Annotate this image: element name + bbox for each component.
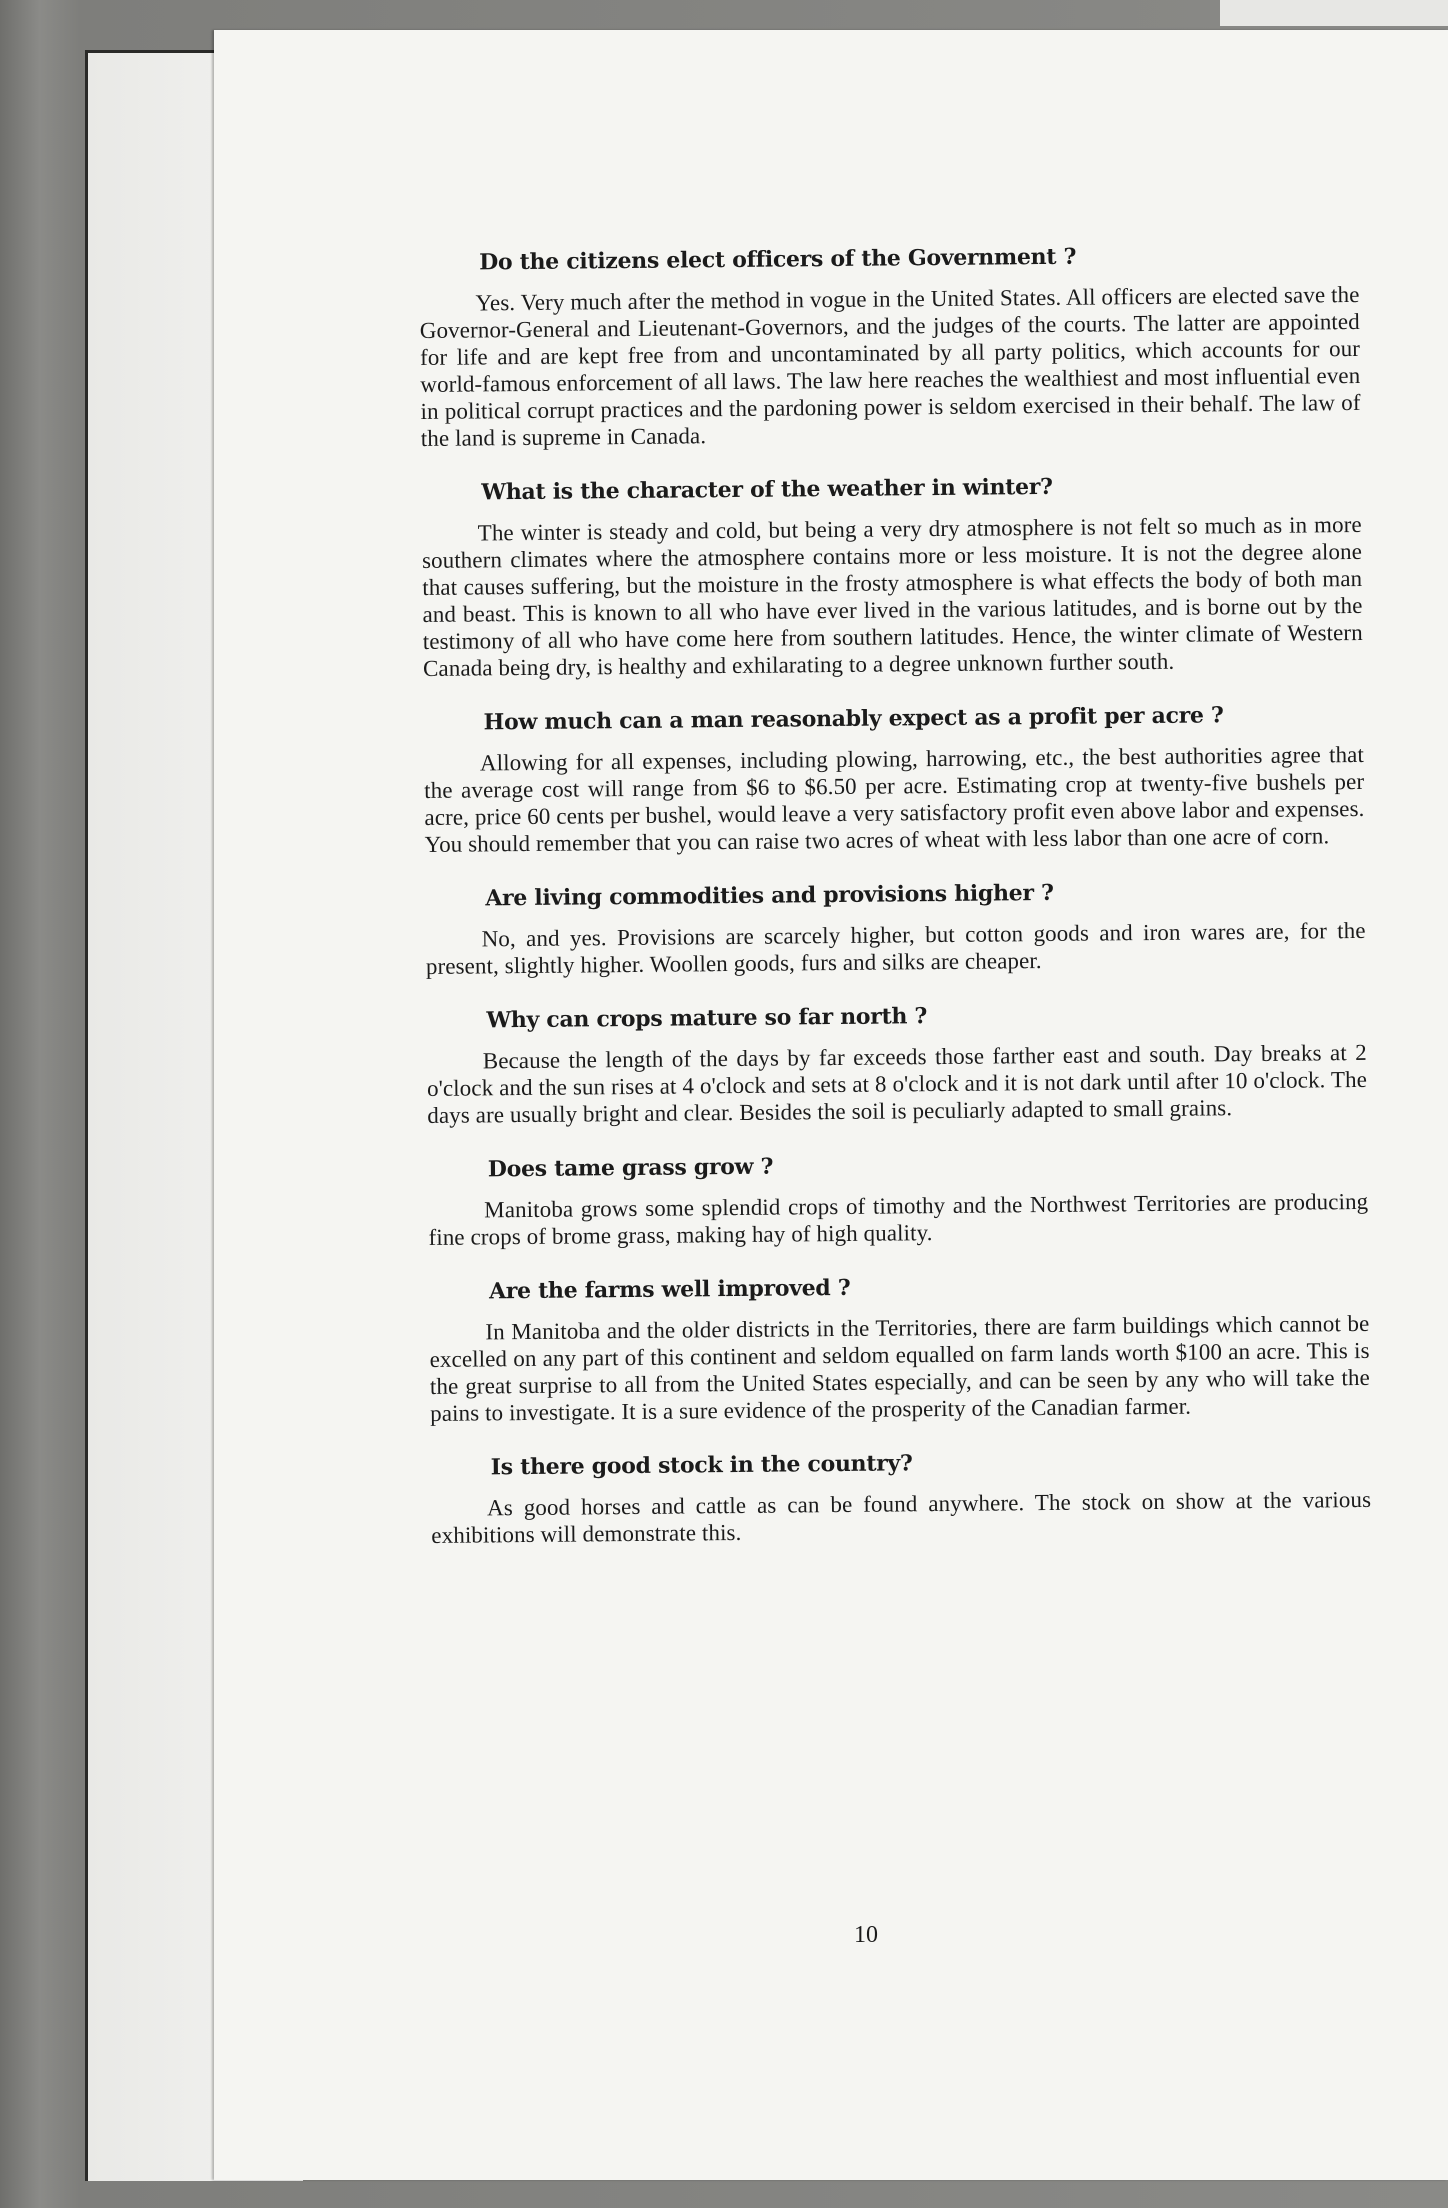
document-page [214,30,1448,2180]
qa-section [426,997,1367,1129]
section-question: Do the citizens elect officers of the Government ? [479,243,1077,276]
page-number: 10 [854,1922,878,1948]
section-question: Are the farms well improved ? [488,1274,851,1305]
section-answer: In Manitoba and the older districts in the Territories, there are farm buildings which cannot be excelled on any part of this continent and seldom equalled on farm lands worth $100 an acre. This is the great surprise to all from the United States especially, and can be seen by any who will take the pains to investigate. It is a sure evidence of the prosperity of the Canadian farmer. [429,1310,1371,1426]
qa-section [431,1444,1372,1549]
section-question: Are living commodities and provisions higher ? [485,879,1054,912]
section-answer: Because the length of the days by far exceeds those farther east and south. Day breaks at 2 o'clock and the sun rises at 4 o'clock and sets at 8 o'clock and it is not dark until after 10 o'clock. The days are usually bright and clear. Besides the soil is peculiarly adapted to small grains. [426,1039,1368,1128]
qa-section [429,1268,1370,1427]
section-answer: No, and yes. Provisions are scarcely higher, but cotton goods and iron wares are, for the present, slightly higher. Woollen goods, furs and silks are cheaper. [425,917,1366,979]
scan-edge-mark [1220,0,1448,26]
section-question: How much can a man reasonably expect as a profit per acre ? [483,702,1224,736]
page-text [419,239,1372,1575]
section-answer: Yes. Very much after the method in vogue in the United States. All officers are elected save the Governor-General and Lieutenant-Governors, and the judges of the courts. The latter are appointed for life and are kept free from and uncontaminated by all party politics, which accounts for our world-famous enforcement of all laws. The law here reaches the wealthiest and most influential even in political corrupt practices and the pardoning power is seldom exercised in their behalf. The law of the land is supreme in Canada. [419,281,1361,451]
section-question: What is the character of the weather in winter? [481,473,1053,506]
section-answer: The winter is steady and cold, but being a very dry atmosphere is not felt so much as in more southern climates where the atmosphere contains more or less moisture. It is not the degree alone that causes suffering, but the moisture in the frosty atmosphere is what effects the body of both man and beast. This is known to all who have ever lived in the various latitudes, and is borne out by the testimony of all who have come here from southern latitudes. Hence, the winter climate of Western Canada being dry, is healthy and exhilarating to a degree unknown further south. [421,511,1363,681]
qa-section [428,1146,1369,1251]
qa-section [419,239,1361,452]
section-question: Does tame grass grow ? [487,1153,774,1183]
section-answer: Allowing for all expenses, including plowing, harrowing, etc., the best authorities agree that the average cost will range from $6 to $6.50 per acre. Estimating crop at twenty-five bushels per acre, price 60 cents per bushel, would leave a very satisfactory profit even above labor and expenses. You should remember that you can raise two acres of wheat with less labor than one acre of corn. [424,741,1365,857]
qa-section [425,875,1366,980]
qa-section [423,699,1364,858]
section-question: Is there good stock in the country? [490,1450,913,1481]
section-answer: Manitoba grows some splendid crops of timothy and the Northwest Territories are producing fine crops of brome grass, making hay of high quality. [428,1188,1369,1250]
qa-section [421,469,1363,682]
section-answer: As good horses and cattle as can be found anywhere. The stock on show at the various exhibitions will demonstrate this. [431,1486,1372,1548]
section-question: Why can crops mature so far north ? [486,1003,928,1034]
